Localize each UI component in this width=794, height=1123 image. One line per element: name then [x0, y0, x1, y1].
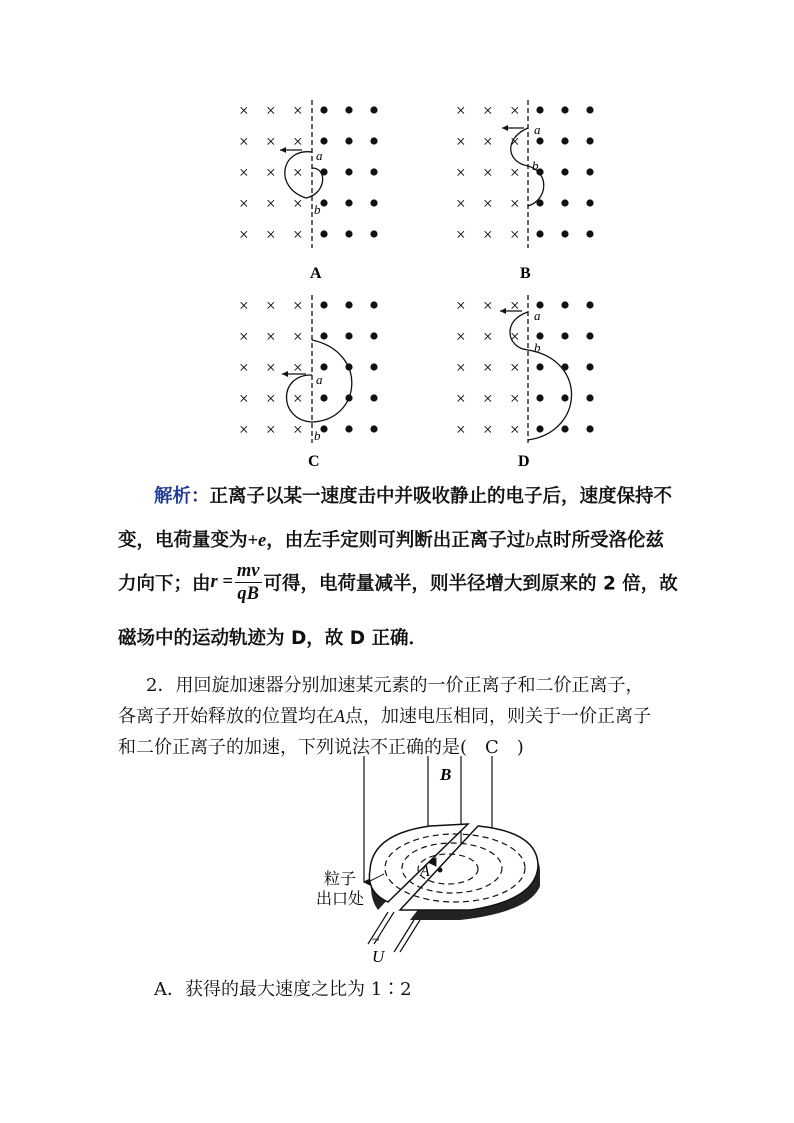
field-out-of-page-dot	[561, 425, 568, 432]
point-a-label: a	[534, 122, 541, 137]
field-into-page-mark: ×	[483, 225, 493, 244]
field-out-of-page-dot	[370, 168, 377, 175]
field-into-page-mark: ×	[483, 296, 493, 315]
field-into-page-mark: ×	[239, 225, 249, 244]
field-out-of-page-dot	[345, 199, 352, 206]
field-out-of-page-dot	[345, 425, 352, 432]
field-out-of-page-dot	[345, 230, 352, 237]
field-out-of-page-dot	[586, 363, 593, 370]
field-into-page-mark: ×	[266, 358, 276, 377]
field-into-page-mark: ×	[456, 327, 466, 346]
field-into-page-mark: ×	[293, 132, 303, 151]
field-into-page-mark: ×	[510, 194, 520, 213]
field-out-of-page-dot	[370, 332, 377, 339]
field-out-of-page-dot	[320, 394, 327, 401]
field-out-of-page-dot	[320, 425, 327, 432]
field-into-page-mark: ×	[456, 358, 466, 377]
field-out-of-page-dot	[586, 301, 593, 308]
field-out-of-page-dot	[345, 168, 352, 175]
velocity-arrow-head	[282, 371, 288, 377]
solution-line-3-post: 可得，电荷量减半，则半径增大到原来的 2 倍，故	[263, 573, 678, 595]
field-out-of-page-dot	[586, 199, 593, 206]
point-a-label: a	[316, 148, 323, 163]
field-into-page-mark: ×	[293, 296, 303, 315]
field-out-of-page-dot	[561, 199, 568, 206]
field-into-page-mark: ×	[239, 194, 249, 213]
field-into-page-mark: ×	[456, 163, 466, 182]
point-b-label: b	[534, 340, 541, 355]
velocity-arrow-head	[500, 308, 506, 314]
field-out-of-page-dot	[586, 425, 593, 432]
field-out-of-page-dot	[561, 168, 568, 175]
field-into-page-mark: ×	[456, 132, 466, 151]
solution-line-1: 正离子以某一速度击中并吸收静止的电子后，速度保持不	[209, 486, 673, 507]
solution-line-2-post: ，由左手定则可判断出正离子过	[266, 530, 526, 551]
panel-label-A: A	[310, 265, 322, 282]
panel-label-B: B	[520, 265, 531, 282]
field-into-page-mark: ×	[293, 358, 303, 377]
field-into-page-mark: ×	[456, 420, 466, 439]
panel-label-C: C	[308, 453, 320, 470]
field-into-page-mark: ×	[510, 327, 520, 346]
field-into-page-mark: ×	[483, 132, 493, 151]
field-out-of-page-dot	[586, 332, 593, 339]
point-b-label: b	[314, 428, 321, 443]
field-into-page-mark: ×	[456, 296, 466, 315]
option-A: A．获得的最大速度之比为 1∶2	[154, 979, 412, 1000]
field-out-of-page-dot	[561, 301, 568, 308]
field-out-of-page-dot	[320, 363, 327, 370]
field-out-of-page-dot	[586, 137, 593, 144]
field-out-of-page-dot	[370, 106, 377, 113]
field-out-of-page-dot	[536, 230, 543, 237]
field-into-page-mark: ×	[483, 194, 493, 213]
field-into-page-mark: ×	[456, 101, 466, 120]
velocity-arrow-head	[502, 125, 508, 131]
field-into-page-mark: ×	[293, 194, 303, 213]
formula-numerator: mv	[236, 561, 260, 581]
formula-lhs: r =	[210, 572, 233, 592]
field-into-page-mark: ×	[510, 132, 520, 151]
panel-label-D: D	[518, 453, 530, 470]
field-into-page-mark: ×	[239, 389, 249, 408]
voltage-tilde: ~	[372, 933, 380, 948]
voltage-label-U: U	[372, 947, 385, 966]
field-into-page-mark: ×	[266, 389, 276, 408]
field-into-page-mark: ×	[239, 163, 249, 182]
solution-label: 解析：	[154, 486, 210, 507]
field-out-of-page-dot	[345, 301, 352, 308]
velocity-arrow-head	[280, 147, 286, 153]
field-into-page-mark: ×	[266, 225, 276, 244]
field-into-page-mark: ×	[293, 389, 303, 408]
field-out-of-page-dot	[320, 332, 327, 339]
field-out-of-page-dot	[536, 394, 543, 401]
field-out-of-page-dot	[586, 394, 593, 401]
formula-denominator: qB	[237, 584, 259, 604]
field-into-page-mark: ×	[293, 163, 303, 182]
point-b-ref: b	[525, 531, 535, 551]
field-out-of-page-dot	[370, 425, 377, 432]
field-into-page-mark: ×	[510, 225, 520, 244]
field-out-of-page-dot	[370, 137, 377, 144]
exit-label-line-1: 粒子	[324, 871, 357, 888]
field-out-of-page-dot	[586, 230, 593, 237]
question-2-line-3: 和二价正离子的加速，下列说法不正确的是( C )	[118, 737, 524, 758]
field-out-of-page-dot	[370, 199, 377, 206]
field-label-B: B	[440, 765, 452, 784]
field-into-page-mark: ×	[239, 358, 249, 377]
field-into-page-mark: ×	[510, 389, 520, 408]
field-out-of-page-dot	[536, 137, 543, 144]
cyclotron-figure	[0, 752, 794, 972]
point-a-label: a	[534, 308, 541, 323]
field-into-page-mark: ×	[266, 296, 276, 315]
field-into-page-mark: ×	[510, 163, 520, 182]
field-out-of-page-dot	[536, 106, 543, 113]
field-into-page-mark: ×	[510, 358, 520, 377]
field-out-of-page-dot	[370, 301, 377, 308]
field-into-page-mark: ×	[266, 327, 276, 346]
field-into-page-mark: ×	[239, 132, 249, 151]
solution-line-2-pre: 变，电荷量变为	[118, 530, 248, 551]
field-panel-C	[239, 295, 378, 470]
dee-electrodes	[369, 824, 540, 920]
solution-line-2-end: 点时所受洛伦兹	[534, 530, 665, 551]
field-out-of-page-dot	[320, 106, 327, 113]
field-into-page-mark: ×	[266, 420, 276, 439]
field-out-of-page-dot	[320, 230, 327, 237]
field-into-page-mark: ×	[483, 163, 493, 182]
field-out-of-page-dot	[345, 332, 352, 339]
field-into-page-mark: ×	[510, 296, 520, 315]
field-out-of-page-dot	[536, 425, 543, 432]
center-label-A: A	[420, 863, 430, 880]
field-into-page-mark: ×	[266, 101, 276, 120]
solution-line-3-pre: 力向下；由	[118, 573, 211, 595]
field-into-page-mark: ×	[266, 194, 276, 213]
field-into-page-mark: ×	[239, 101, 249, 120]
field-out-of-page-dot	[536, 363, 543, 370]
field-into-page-mark: ×	[510, 101, 520, 120]
field-into-page-mark: ×	[483, 101, 493, 120]
field-out-of-page-dot	[370, 394, 377, 401]
field-out-of-page-dot	[586, 106, 593, 113]
field-out-of-page-dot	[370, 363, 377, 370]
field-into-page-mark: ×	[456, 389, 466, 408]
formula-fraction	[235, 560, 262, 605]
field-into-page-mark: ×	[239, 420, 249, 439]
field-out-of-page-dot	[320, 137, 327, 144]
field-into-page-mark: ×	[483, 420, 493, 439]
point-a-label: a	[316, 372, 323, 387]
field-into-page-mark: ×	[483, 358, 493, 377]
field-into-page-mark: ×	[510, 420, 520, 439]
field-out-of-page-dot	[561, 230, 568, 237]
point-b-label: b	[314, 202, 321, 217]
field-out-of-page-dot	[561, 137, 568, 144]
field-panel-B	[456, 100, 594, 282]
field-into-page-mark: ×	[293, 327, 303, 346]
field-into-page-mark: ×	[239, 327, 249, 346]
question-2-line-2-pre: 各离子开始释放的位置均在	[118, 706, 334, 727]
point-b-label: b	[532, 158, 539, 173]
field-out-of-page-dot	[586, 168, 593, 175]
field-into-page-mark: ×	[483, 327, 493, 346]
field-into-page-mark: ×	[293, 225, 303, 244]
field-into-page-mark: ×	[239, 296, 249, 315]
field-out-of-page-dot	[561, 394, 568, 401]
solution-line-4: 磁场中的运动轨迹为 D，故 D 正确．	[118, 628, 428, 649]
field-out-of-page-dot	[561, 106, 568, 113]
field-out-of-page-dot	[345, 137, 352, 144]
field-into-page-mark: ×	[456, 194, 466, 213]
magnetic-field-figure	[0, 0, 794, 480]
question-2-line-2-post: 点，加速电压相同，则关于一价正离子	[345, 706, 651, 727]
field-panel-A	[239, 100, 378, 282]
field-out-of-page-dot	[345, 106, 352, 113]
field-out-of-page-dot	[320, 301, 327, 308]
field-out-of-page-dot	[536, 332, 543, 339]
field-into-page-mark: ×	[483, 389, 493, 408]
field-into-page-mark: ×	[293, 420, 303, 439]
field-into-page-mark: ×	[456, 225, 466, 244]
field-into-page-mark: ×	[293, 101, 303, 120]
question-2-line-1: 2．用回旋加速器分别加速某元素的一价正离子和二价正离子，	[146, 675, 644, 696]
field-panel-D	[456, 295, 594, 470]
field-into-page-mark: ×	[266, 163, 276, 182]
field-into-page-mark: ×	[266, 132, 276, 151]
field-out-of-page-dot	[320, 199, 327, 206]
exit-label-line-2: 出口处	[316, 891, 365, 908]
charge-value: +e	[247, 531, 267, 551]
field-out-of-page-dot	[561, 332, 568, 339]
point-A-ref: A	[334, 706, 345, 726]
field-out-of-page-dot	[370, 230, 377, 237]
